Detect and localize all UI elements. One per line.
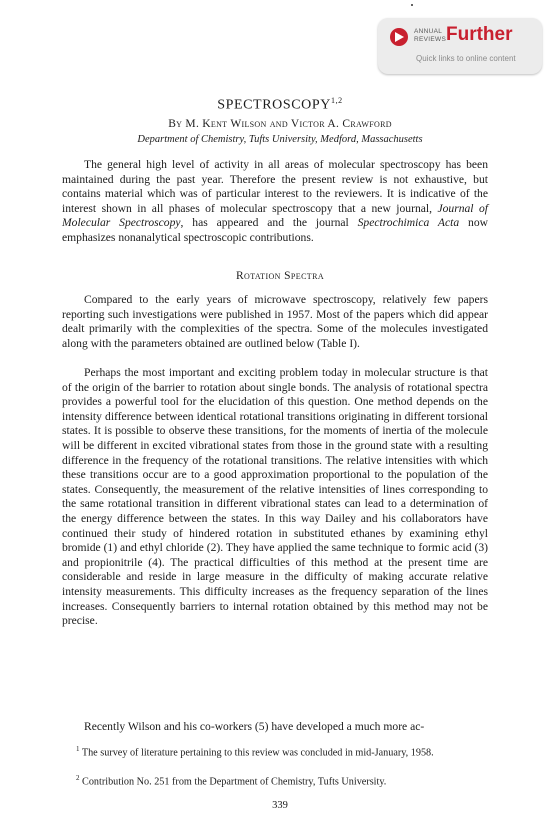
badge-further-label: Further <box>446 24 513 45</box>
journal-name: Journal of Molecular Spectroscopy <box>62 201 488 230</box>
article-title: SPECTROSCOPY$^{1,2}$ <box>217 96 343 113</box>
body-paragraph: Perhaps the most important and exciting problem today in molecular structure is that of the origin of the barrier to rotation about single bonds. The analysis of rotational spectra provides a powerful tool for the elucidation of this question. One method depends on the intensity difference between identical rotational transitions originating in different torsional states. It is possible to observe these transitions, for the moments of inertia of the molecule will be different in excited vibrational states from those in the ground state with a resulting difference in the frequency of the rotational transitions. The relative intensities with which these transitions occur are to a good approximation proportional to the population of the states. Consequently, the measurement of the relative intensities of lines corresponding to the same rotational transition in different vibrational states can lead to a determination of the energy difference between the states. In this way Dailey and his collaborators have continued their study of hindered rotation in substituted ethanes by examining ethyl bromide (1) and ethyl chloride (2). They have applied the same technique to formic acid (3) and propionitrile (4). The practical difficulties of this method at the present time are considerable and reside in large measure in the difficulty of making accurate relative intensity measurements. This difficulty increases as the frequency separation of the lines increases. Consequently barriers to internal rotation obtained by this method may not be precise. <box>62 366 488 628</box>
journal-name: Spectrochimica Acta <box>357 216 460 230</box>
footnote: $^2$ Contribution No. 251 from the Department of Chemistry, Tufts University. <box>76 774 387 788</box>
annual-reviews-logo-icon <box>390 28 408 46</box>
page-number: 339 <box>272 800 288 811</box>
further-links-badge[interactable] <box>378 18 542 74</box>
badge-publisher-name: ANNUAL REVIEWS <box>414 28 447 43</box>
badge-subtitle: Quick links to online content <box>416 54 516 63</box>
footnote: $^1$ The survey of literature pertaining to this review was concluded in mid-January, 1958. <box>76 745 434 759</box>
author-byline: By M. Kent Wilson and Victor A. Crawford <box>168 118 392 130</box>
intro-paragraph: The general high level of activity in all areas of molecular spectroscopy has been maintained during the past year. Therefore the present review is not exhaustive, but contains material which was of particular interest to the reviewers. It is indicative of the interest shown in all phases of molecular spectroscopy that a new journal, Journal of Molecular Spectroscopy, has appeared and the journal Spectrochimica Acta now emphasizes nonanalytical spectroscopic contributions. <box>62 158 488 244</box>
body-paragraph: Compared to the early years of microwave spectroscopy, relatively few papers reporting such investigations were published in 1957. Most of the papers which did appear dealt primarily with the complexities of the spectra. Some of the molecules investigated along with the parameters obtained are outlined below (Table I). <box>62 293 488 350</box>
author-affiliation: Department of Chemistry, Tufts University, Medford, Massachusetts <box>137 134 423 145</box>
stray-dot <box>411 4 413 6</box>
body-paragraph: Recently Wilson and his co-workers (5) have developed a much more ac- <box>84 720 425 733</box>
section-heading: Rotation Spectra <box>235 270 325 282</box>
